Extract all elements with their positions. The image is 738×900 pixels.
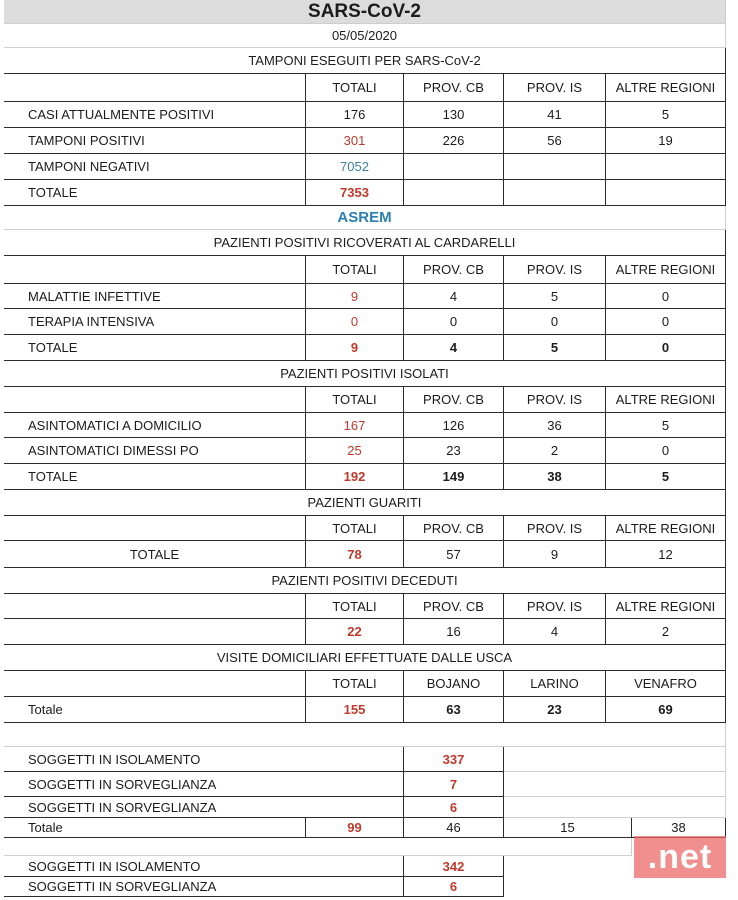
table-row — [0, 438, 738, 464]
column-header: TOTALI — [306, 387, 404, 413]
column-header: TOTALI — [306, 74, 404, 102]
value-cell: 5 — [504, 284, 606, 309]
value-cell: 9 — [504, 541, 606, 568]
empty-cell — [4, 516, 306, 541]
value-cell: 5 — [504, 335, 606, 361]
value-cell: 0 — [306, 309, 404, 335]
isolati-column-headers — [0, 387, 738, 413]
column-header: ALTRE REGIONI — [606, 74, 726, 102]
value-cell: 301 — [306, 128, 404, 154]
visite-column-headers — [0, 671, 738, 697]
section-header-row — [0, 361, 738, 387]
table-row — [0, 309, 738, 335]
column-header: ALTRE REGIONI — [606, 594, 726, 619]
column-header: TOTALI — [306, 516, 404, 541]
table-row — [0, 464, 738, 490]
column-header: PROV. IS — [504, 594, 606, 619]
value-cell — [504, 180, 606, 206]
section-header-row — [0, 490, 738, 516]
table-row — [0, 413, 738, 438]
value-cell: 226 — [404, 128, 504, 154]
value-cell: 155 — [306, 697, 404, 723]
value-cell: 19 — [606, 128, 726, 154]
row-label: SOGGETTI IN SORVEGLIANZA — [4, 877, 404, 897]
empty-cell — [4, 256, 306, 284]
row-label: TOTALE — [4, 335, 306, 361]
spacer-row — [0, 838, 738, 856]
spacer-row — [0, 723, 738, 747]
table-row — [0, 128, 738, 154]
row-label: ASINTOMATICI A DOMICILIO — [4, 413, 306, 438]
value-cell — [404, 180, 504, 206]
row-label: SOGGETTI IN ISOLAMENTO — [4, 747, 404, 772]
title-row — [0, 0, 738, 24]
column-header: ALTRE REGIONI — [606, 256, 726, 284]
table-row — [0, 619, 738, 645]
empty-cell — [4, 74, 306, 102]
value-cell: 2 — [504, 438, 606, 464]
empty-cell — [504, 747, 726, 772]
ricoverati-column-headers — [0, 256, 738, 284]
value-cell: 69 — [606, 697, 726, 723]
column-header: PROV. CB — [404, 387, 504, 413]
value-cell: 46 — [404, 818, 504, 838]
table-row — [0, 772, 738, 797]
deceduti-column-headers — [0, 594, 738, 619]
tamponi-column-headers — [0, 74, 738, 102]
value-cell: 12 — [606, 541, 726, 568]
table-row — [0, 747, 738, 772]
value-cell: 16 — [404, 619, 504, 645]
column-header: ALTRE REGIONI — [606, 387, 726, 413]
value-cell: 2 — [606, 619, 726, 645]
report-date: 05/05/2020 — [4, 24, 726, 48]
row-label: TOTALE — [4, 541, 306, 568]
empty-cell — [4, 838, 632, 856]
column-header: PROV. CB — [404, 594, 504, 619]
report-title: SARS-CoV-2 — [4, 0, 726, 24]
value-cell: 57 — [404, 541, 504, 568]
column-header: PROV. IS — [504, 256, 606, 284]
value-cell: 63 — [404, 697, 504, 723]
table-row — [0, 877, 738, 897]
value-cell: 5 — [606, 102, 726, 128]
value-cell: 78 — [306, 541, 404, 568]
value-cell: 99 — [306, 818, 404, 838]
value-cell: 6 — [404, 797, 504, 818]
empty-cell — [4, 723, 726, 747]
column-header: PROV. IS — [504, 516, 606, 541]
column-header: PROV. IS — [504, 74, 606, 102]
value-cell: 38 — [632, 818, 726, 838]
row-label: TOTALE — [4, 180, 306, 206]
value-cell — [606, 180, 726, 206]
table-row — [0, 856, 738, 877]
value-cell: 41 — [504, 102, 606, 128]
guariti-header: PAZIENTI GUARITI — [4, 490, 726, 516]
section-header-row — [0, 568, 738, 594]
table-row — [0, 697, 738, 723]
table-row — [0, 284, 738, 309]
deceduti-header: PAZIENTI POSITIVI DECEDUTI — [4, 568, 726, 594]
table-row — [0, 180, 738, 206]
table-row — [0, 154, 738, 180]
row-label: TAMPONI POSITIVI — [4, 128, 306, 154]
empty-cell — [4, 594, 306, 619]
value-cell: 5 — [606, 464, 726, 490]
value-cell: 9 — [306, 335, 404, 361]
section-header-row — [0, 230, 738, 256]
value-cell: 5 — [606, 413, 726, 438]
value-cell: 56 — [504, 128, 606, 154]
row-label: SOGGETTI IN SORVEGLIANZA — [4, 797, 404, 818]
row-label: Totale — [4, 818, 306, 838]
value-cell: 6 — [404, 877, 504, 897]
column-header: PROV. CB — [404, 516, 504, 541]
value-cell: 0 — [606, 309, 726, 335]
value-cell: 7052 — [306, 154, 404, 180]
row-label: Totale — [4, 697, 306, 723]
value-cell: 15 — [504, 818, 632, 838]
value-cell: 342 — [404, 856, 504, 877]
value-cell: 130 — [404, 102, 504, 128]
value-cell: 22 — [306, 619, 404, 645]
value-cell: 167 — [306, 413, 404, 438]
value-cell: 9 — [306, 284, 404, 309]
column-header: TOTALI — [306, 594, 404, 619]
value-cell — [504, 154, 606, 180]
table-row — [0, 797, 738, 818]
row-label: CASI ATTUALMENTE POSITIVI — [4, 102, 306, 128]
tamponi-header: TAMPONI ESEGUITI PER SARS-CoV-2 — [4, 48, 726, 74]
column-header: TOTALI — [306, 256, 404, 284]
table-row — [0, 541, 738, 568]
empty-cell — [504, 772, 726, 797]
value-cell: 36 — [504, 413, 606, 438]
value-cell: 0 — [606, 284, 726, 309]
value-cell: 4 — [404, 335, 504, 361]
table-row — [0, 818, 738, 838]
asrem-row — [0, 206, 738, 230]
watermark-logo: .net — [634, 836, 726, 878]
column-header: VENAFRO — [606, 671, 726, 697]
value-cell: 126 — [404, 413, 504, 438]
value-cell: 149 — [404, 464, 504, 490]
visite-header: VISITE DOMICILIARI EFFETTUATE DALLE USCA — [4, 645, 726, 671]
value-cell: 38 — [504, 464, 606, 490]
value-cell: 4 — [504, 619, 606, 645]
value-cell: 4 — [404, 284, 504, 309]
column-header: PROV. CB — [404, 74, 504, 102]
empty-cell — [4, 671, 306, 697]
column-header: LARINO — [504, 671, 606, 697]
row-label: SOGGETTI IN ISOLAMENTO — [4, 856, 404, 877]
isolati-header: PAZIENTI POSITIVI ISOLATI — [4, 361, 726, 387]
value-cell: 0 — [504, 309, 606, 335]
row-label: MALATTIE INFETTIVE — [4, 284, 306, 309]
value-cell: 25 — [306, 438, 404, 464]
column-header: BOJANO — [404, 671, 504, 697]
table-row — [0, 335, 738, 361]
row-label: TOTALE — [4, 464, 306, 490]
value-cell: 23 — [504, 697, 606, 723]
value-cell: 176 — [306, 102, 404, 128]
column-header: PROV. CB — [404, 256, 504, 284]
value-cell: 7353 — [306, 180, 404, 206]
empty-cell — [4, 387, 306, 413]
guariti-column-headers — [0, 516, 738, 541]
value-cell: 192 — [306, 464, 404, 490]
column-header: ALTRE REGIONI — [606, 516, 726, 541]
value-cell: 337 — [404, 747, 504, 772]
asrem-heading: ASREM — [4, 206, 726, 230]
date-row — [0, 24, 738, 48]
value-cell — [404, 154, 504, 180]
empty-cell — [504, 797, 726, 818]
value-cell: 23 — [404, 438, 504, 464]
column-header: TOTALI — [306, 671, 404, 697]
row-label: ASINTOMATICI DIMESSI PO — [4, 438, 306, 464]
row-label — [4, 619, 306, 645]
value-cell: 7 — [404, 772, 504, 797]
section-header-row — [0, 48, 738, 74]
value-cell: 0 — [606, 335, 726, 361]
row-label: SOGGETTI IN SORVEGLIANZA — [4, 772, 404, 797]
value-cell — [606, 154, 726, 180]
value-cell: 0 — [606, 438, 726, 464]
table-row — [0, 102, 738, 128]
ricoverati-header: PAZIENTI POSITIVI RICOVERATI AL CARDARELLI — [4, 230, 726, 256]
section-header-row — [0, 645, 738, 671]
row-label: TERAPIA INTENSIVA — [4, 309, 306, 335]
row-label: TAMPONI NEGATIVI — [4, 154, 306, 180]
column-header: PROV. IS — [504, 387, 606, 413]
value-cell: 0 — [404, 309, 504, 335]
